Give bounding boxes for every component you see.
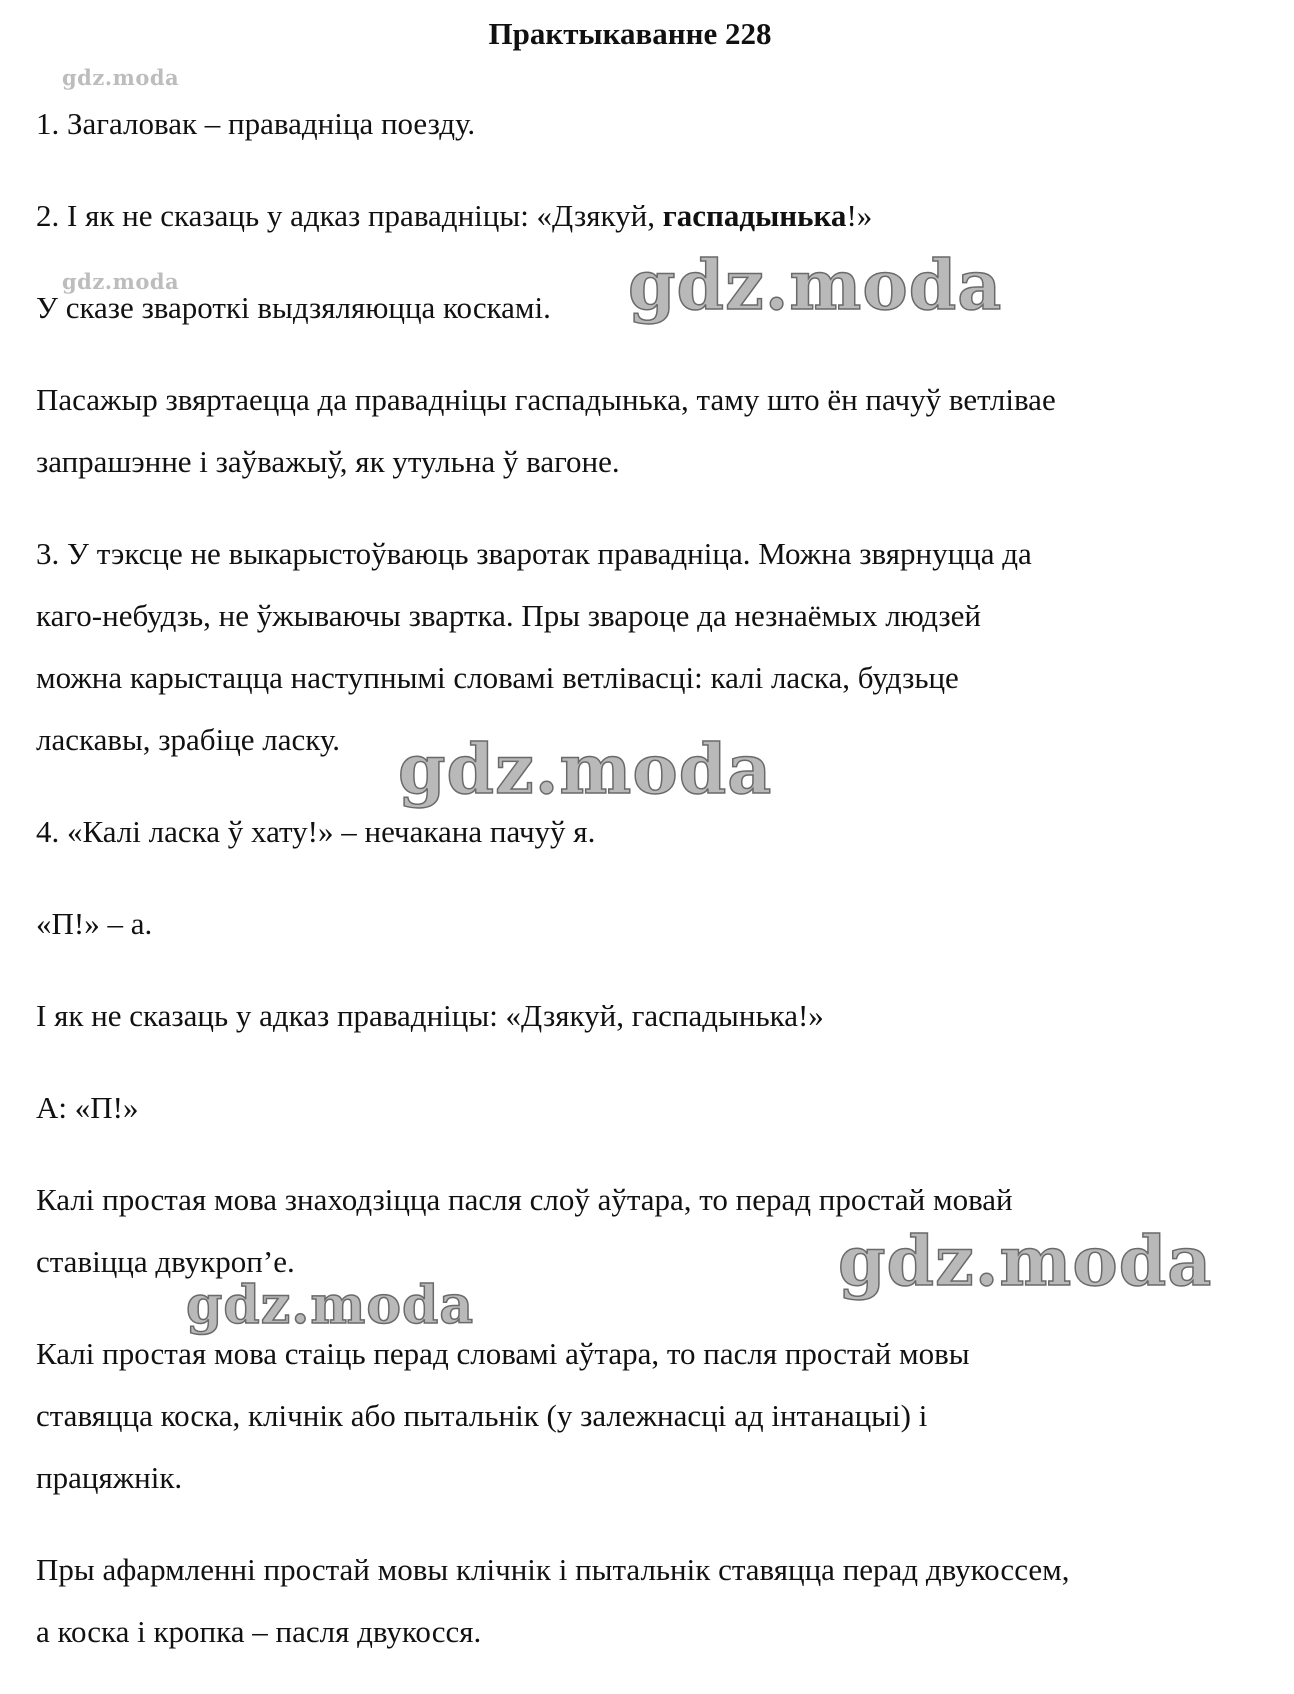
answer-line-11: «П!» – а. bbox=[36, 906, 153, 941]
watermark-small-middle: gdz.moda bbox=[62, 269, 180, 294]
answer-line-8: можна карыстацца наступнымі словамі ветлівасці: калі ласка, будзьце bbox=[36, 660, 959, 695]
answer-line-1: 1. Загаловак – правадніца поезду. bbox=[36, 106, 476, 141]
answer-line-15: ставіцца двукроп’е. bbox=[36, 1244, 295, 1279]
answer-line-18: працяжнік. bbox=[36, 1460, 183, 1495]
answer-line-20: а коска і кропка – пасля двукосся. bbox=[36, 1614, 482, 1649]
answer-line-7: каго-небудзь, не ўжываючы звартка. Пры звароце да незнаёмых людзей bbox=[36, 598, 982, 633]
answer-line-14: Калі простая мова знаходзіцца пасля слоў аўтара, то перад простай мовай bbox=[36, 1182, 1013, 1217]
answer-line-5: запрашэнне і заўважыў, як утульна ў вагоне. bbox=[36, 444, 620, 479]
answer-line-2-end: !» bbox=[846, 198, 873, 233]
answer-line-2 bbox=[36, 196, 872, 236]
watermark-large-4: gdz.moda bbox=[186, 1275, 475, 1336]
answer-line-4: Пасажыр звяртаецца да правадніцы гаспадынька, таму што ён пачуў ветлівае bbox=[36, 382, 1056, 417]
answer-line-12: І як не сказаць у адказ правадніцы: «Дзякуй, гаспадынька!» bbox=[36, 998, 824, 1033]
answer-line-2-bold-word: гаспадынька bbox=[662, 198, 847, 233]
answer-line-2-text: 2. І як не сказаць у адказ правадніцы: «Дзякуй, bbox=[36, 198, 663, 233]
watermark-small-top: gdz.moda bbox=[62, 65, 180, 90]
watermark-large-1: gdz.moda bbox=[628, 246, 1003, 326]
watermark-large-2: gdz.moda bbox=[398, 730, 773, 810]
watermark-large-3: gdz.moda bbox=[838, 1222, 1213, 1302]
answer-line-9: ласкавы, зрабіце ласку. bbox=[36, 722, 341, 757]
answer-line-13: А: «П!» bbox=[36, 1090, 139, 1125]
answer-line-17: ставяцца коска, клічнік або пытальнік (у залежнасці ад інтанацыі) і bbox=[36, 1398, 928, 1433]
answer-line-3: У сказе звароткі выдзяляюцца коскамі. bbox=[36, 290, 551, 325]
answer-line-6: 3. У тэксце не выкарыстоўваюць зваротак правадніца. Можна звярнуцца да bbox=[36, 536, 1032, 571]
answer-line-19: Пры афармленні простай мовы клічнік і пытальнік ставяцца перад двукоссем, bbox=[36, 1552, 1070, 1587]
answer-line-16: Калі простая мова стаіць перад словамі аўтара, то пасля простай мовы bbox=[36, 1336, 970, 1371]
page-title: Практыкаванне 228 bbox=[488, 16, 772, 51]
answer-line-10: 4. «Калі ласка ў хату!» – нечакана пачуў я. bbox=[36, 814, 596, 849]
